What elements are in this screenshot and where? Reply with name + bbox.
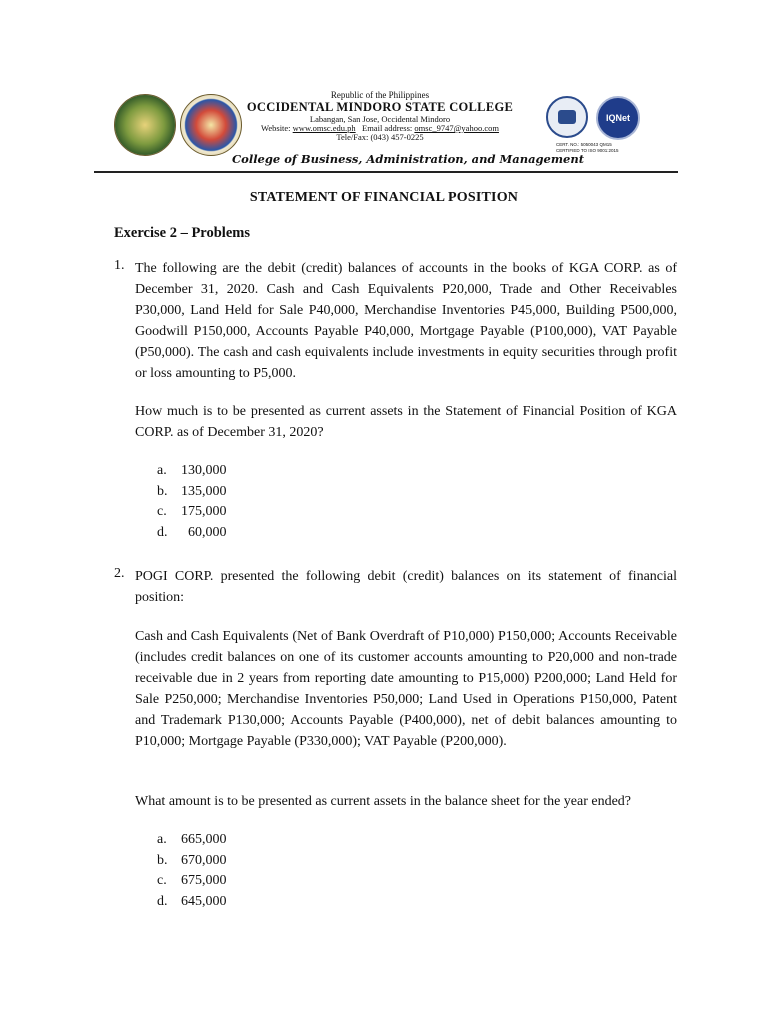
problem-1-number: 1.: [114, 258, 125, 273]
header-divider: [94, 171, 678, 173]
problem-1-question: How much is to be presented as current assets in the Statement of Financial Position of KGA CORP. as of December 31, 2020?: [135, 404, 677, 440]
option-row: [157, 830, 227, 851]
problem-2-options: [157, 830, 227, 912]
iqnet-certified-badge: IQNet: [596, 96, 640, 140]
option-value: 675,000: [181, 873, 227, 888]
cert-standard: CERTIFIED TO ISO 9001:2015: [556, 147, 619, 153]
option-letter: b.: [157, 483, 168, 499]
problem-2-question: What amount is to be presented as current assets in the balance sheet for the year ended?: [135, 794, 632, 809]
college-seal-logo: [114, 94, 176, 156]
option-value: 645,000: [181, 893, 227, 909]
problem-1-options: [157, 461, 227, 543]
certification-note: [556, 142, 619, 154]
option-letter: c.: [157, 504, 167, 519]
college-address: Labangan, San Jose, Occidental Mindoro: [309, 113, 451, 124]
republic-line: Republic of the Philippines: [330, 90, 430, 100]
option-letter: a.: [157, 463, 167, 478]
option-row: [157, 461, 227, 482]
option-letter: d.: [157, 893, 168, 909]
option-letter: a.: [157, 832, 167, 847]
option-letter: d.: [157, 524, 168, 540]
option-value: 175,000: [181, 504, 227, 519]
certification-badge-icon: [546, 96, 588, 138]
problem-2-intro: POGI CORP. presented the following debit (credit) balances on its statement of financial position:: [135, 569, 677, 605]
email-label: Email address:: [362, 122, 415, 133]
option-value: 670,000: [181, 852, 227, 868]
page-title: STATEMENT OF FINANCIAL POSITION: [249, 190, 519, 205]
problem-1-text: The following are the debit (credit) balances of accounts in the books of KGA CORP. as of December 31, 2020. Cash and Cash Equivalents P20,000, Trade and Other Receivables P30,000, Land Held for Sale P40,000, Merchandise Inventories P45,000, Building P500,000, Goodwill P150,000, Accounts Payable P40,000, Mortgage Payable (P100,000), VAT Payable (P50,000). The cash and cash equivalents include investments in equity securities through profit or loss amounting to P5,000.: [135, 261, 677, 381]
website-label: Website:: [261, 122, 293, 133]
letterhead: [94, 86, 676, 172]
option-value: 665,000: [181, 832, 227, 847]
telefax-line: Tele/Fax: (043) 457-0225: [336, 132, 424, 143]
option-value: 60,000: [181, 524, 227, 540]
website-link[interactable]: www.omsc.edu.ph: [292, 122, 356, 133]
option-row: [157, 502, 227, 523]
option-value: 135,000: [181, 483, 227, 499]
option-row: [157, 871, 227, 892]
problem-2-text: Cash and Cash Equivalents (Net of Bank Overdraft of P10,000) P150,000; Accounts Receivable (includes credit balances on one of its customer accounts amounting to P20,000 and non-trade receivable due in 2 years from reporting date amounting to P15,000) P200,000; Land Held for Sale P250,000; Merchandise Inventories P50,000; Land Used in Operations P150,000, Patent and Trademark P130,000; Accounts Payable (P400,000), net of debit balances amounting to P10,000; Mortgage Payable (P330,000); VAT Payable (P200,000).: [135, 629, 677, 749]
province-seal-logo: [180, 94, 242, 156]
option-letter: b.: [157, 852, 168, 868]
option-row: [157, 482, 227, 503]
option-row: [157, 523, 227, 544]
letterhead-text: [240, 91, 520, 143]
option-row: [157, 851, 227, 872]
cert-number: CERT. NO.: 5050043 QM15: [556, 142, 612, 147]
problem-2-number: 2.: [114, 566, 125, 581]
college-name: OCCIDENTAL MINDORO STATE COLLEGE: [246, 99, 514, 114]
option-letter: c.: [157, 873, 167, 888]
option-value: 130,000: [181, 463, 227, 478]
option-row: [157, 892, 227, 913]
email-link[interactable]: omsc_9747@yahoo.com: [414, 122, 499, 133]
college-department: College of Business, Administration, and Management: [232, 152, 585, 166]
exercise-heading: Exercise 2 – Problems: [114, 225, 250, 241]
